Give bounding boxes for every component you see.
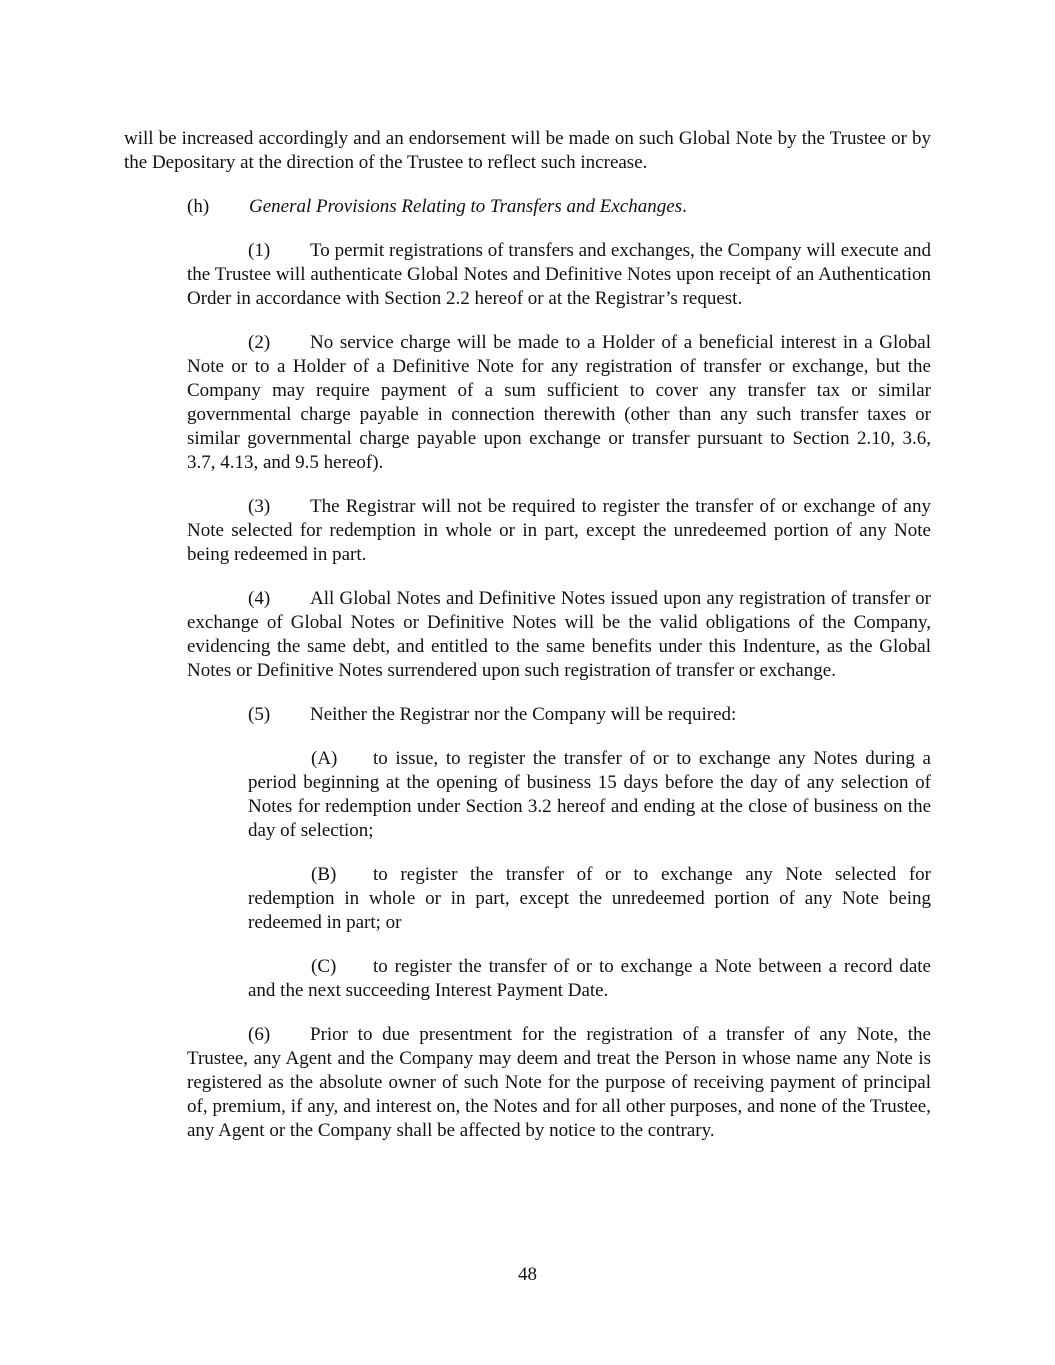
subitem-a [124,747,931,843]
item-5-text: Neither the Registrar nor the Company will be required: [310,704,737,725]
section-h-title: General Provisions Relating to Transfers and Exchanges [249,196,683,217]
item-3 [124,495,931,567]
item-1-label: (1) [248,240,271,261]
item-1-text: To permit registrations of transfers and exchanges, the Company will execute and the Trustee will authenticate Global Notes and Definitive Notes upon receipt of an Authentication Order in accordance with Section 2.2 hereof or at the Registrar’s request. [187,240,931,309]
subitem-a-label: (A) [311,748,338,769]
subitem-b-label: (B) [311,864,337,885]
page-number: 48 [518,1264,537,1285]
subitem-a-text: to issue, to register the transfer of or to exchange any Notes during a period beginning at the opening of business 15 days before the day of any selection of Notes for redemption under Section 3.2 hereof and ending at the close of business on the day of selection; [248,748,931,841]
section-h-label: (h) [187,196,210,217]
item-4 [124,587,931,683]
item-3-label: (3) [248,496,271,517]
item-5 [124,703,931,727]
item-4-text: All Global Notes and Definitive Notes issued upon any registration of transfer or exchange of Global Notes or Definitive Notes will be the valid obligations of the Company, evidencing the same debt, and entitled to the same benefits under this Indenture, as the Global Notes or Definitive Notes surrendered upon such registration of transfer or exchange. [187,588,931,681]
subitem-b [124,863,931,935]
document-page [124,127,931,1163]
continuation-paragraph: will be increased accordingly and an endorsement will be made on such Global Note by the Trustee or by the Depositary at the direction of the Trustee to reflect such increase. [124,128,931,173]
item-3-text: The Registrar will not be required to register the transfer of or exchange of any Note selected for redemption in whole or in part, except the unredeemed portion of any Note being redeemed in part. [187,496,931,565]
item-6 [124,1023,931,1143]
item-2 [124,331,931,475]
subitem-c-text: to register the transfer of or to exchange a Note between a record date and the next succeeding Interest Payment Date. [248,956,931,1001]
item-4-label: (4) [248,588,271,609]
item-6-label: (6) [248,1024,271,1045]
section-h-heading [124,195,931,219]
subitem-c [124,955,931,1003]
item-5-label: (5) [248,704,271,725]
subitem-c-label: (C) [311,956,337,977]
item-2-text: No service charge will be made to a Holder of a beneficial interest in a Global Note or to a Holder of a Definitive Note for any registration of transfer or exchange, but the Company may require payment of a sum sufficient to cover any transfer tax or similar governmental charge payable in connection therewith (other than any such transfer taxes or similar governmental charge payable upon exchange or transfer pursuant to Section 2.10, 3.6, 3.7, 4.13, and 9.5 hereof). [187,332,931,473]
item-2-label: (2) [248,332,271,353]
section-h-title-suffix: . [682,196,687,217]
subitem-b-text: to register the transfer of or to exchange any Note selected for redemption in whole or in part, except the unredeemed portion of any Note being redeemed in part; or [248,864,931,933]
item-1 [124,239,931,311]
item-6-text: Prior to due presentment for the registration of a transfer of any Note, the Trustee, any Agent and the Company may deem and treat the Person in whose name any Note is registered as the absolute owner of such Note for the purpose of receiving payment of principal of, premium, if any, and interest on, the Notes and for all other purposes, and none of the Trustee, any Agent or the Company shall be affected by notice to the contrary. [187,1024,931,1141]
